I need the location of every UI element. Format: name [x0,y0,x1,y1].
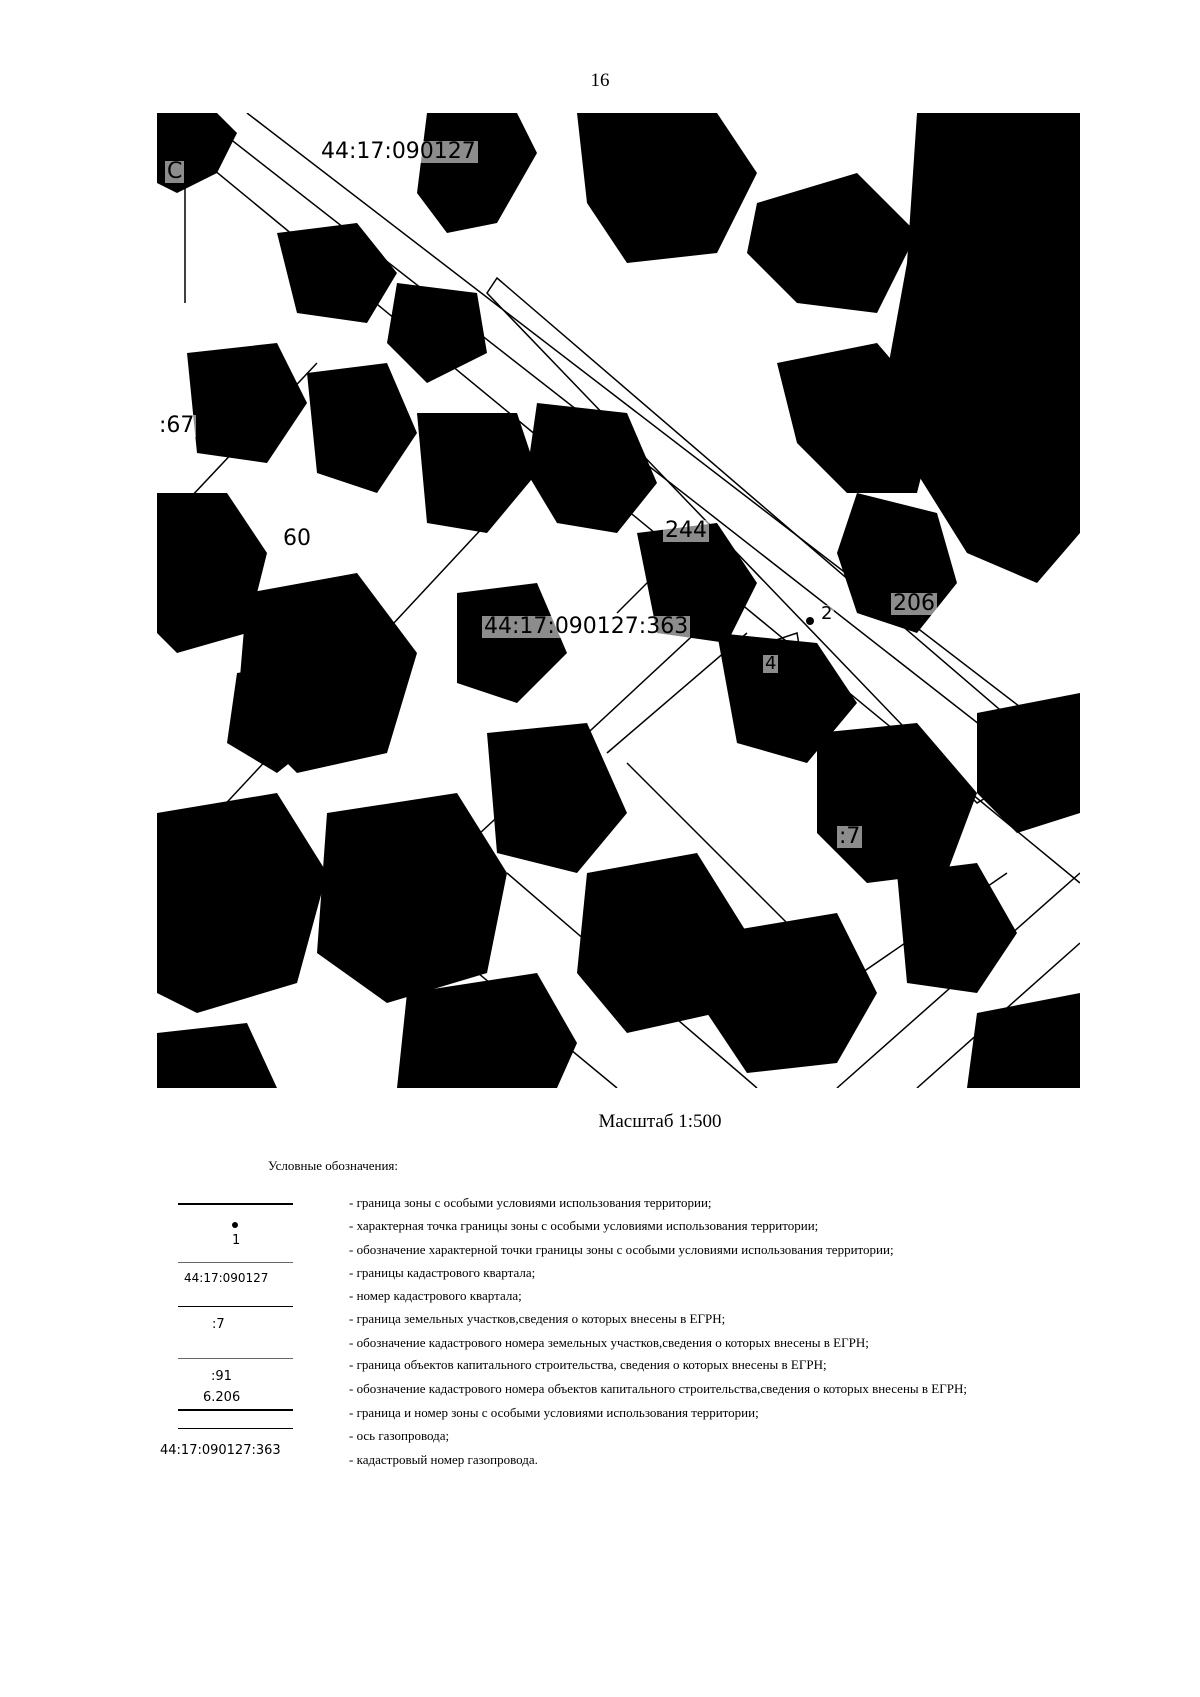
building-number-symbol: :91 [211,1369,232,1384]
zone-number-underline [178,1409,293,1411]
parcel-67-label: :67 [159,413,195,438]
quarter-boundary-symbol [178,1262,293,1263]
point-4-label: 4 [765,653,777,674]
legend-title: Условные обозначения: [268,1158,399,1173]
zone-206-label: 206 [893,591,935,616]
legend-item-gas-pipeline-axis: - ось газопровода; [349,1428,450,1443]
characteristic-point [806,617,814,625]
legend-item-building-boundary: - граница объектов капитального строительства, сведения о которых внесены в ЕГРН; [349,1357,827,1372]
point-number-symbol: 1 [232,1233,241,1248]
parcel-60-label: 60 [283,526,311,551]
legend-item-zone-boundary: - граница зоны с особыми условиями использования территории; [349,1195,712,1210]
legend-item-parcel-number: - обозначение кадастрового номера земельных участков,сведения о которых внесены в ЕГРН; [349,1335,869,1350]
quarter-number-symbol: 44:17:090127 [184,1271,269,1285]
map-graphics [157,113,1080,1088]
zone-number-symbol: 6.206 [203,1390,241,1405]
legend-item-point-number: - обозначение характерной точки границы зоны с особыми условиями использования территории; [349,1242,894,1257]
parcel-7-label: :7 [839,824,861,849]
point-symbol [232,1222,238,1228]
legend-item-building-number: - обозначение кадастрового номера объектов капитального строительства,сведения о которых внесены в ЕГРН; [349,1381,967,1396]
parcel-boundary-symbol [178,1306,293,1307]
legend-item-gas-pipeline-number: - кадастровый номер газопровода. [349,1452,538,1467]
legend-item-parcel-boundary: - граница земельных участков,сведения о которых внесены в ЕГРН; [349,1311,726,1326]
gas-pipeline-number-symbol: 44:17:090127:363 [160,1443,281,1458]
point-2-label: 2 [821,603,833,624]
corner-label: C [167,159,183,184]
legend-item-characteristic-point: - характерная точка границы зоны с особыми условиями использования территории; [349,1218,819,1233]
legend-item-quarter-boundary: - границы кадастрового квартала; [349,1265,536,1280]
parcel-number-symbol: :7 [212,1317,225,1332]
quarter-number-label: 44:17:090127 [321,139,476,164]
cadastral-map [157,113,1080,1088]
vegetation-blobs [157,113,1080,1088]
map-scale: Масштаб 1:500 [598,1111,722,1132]
legend-item-quarter-number: - номер кадастрового квартала; [349,1288,522,1303]
gas-pipeline-number-label: 44:17:090127:363 [484,614,689,639]
building-boundary-symbol [178,1358,293,1359]
zone-boundary-symbol [178,1203,293,1205]
legend-item-zone-number: - граница и номер зоны с особыми условиями использования территории; [349,1405,759,1420]
point-244-label: 244 [665,518,707,543]
page-number: 16 [590,70,610,91]
gas-pipeline-axis-symbol [178,1428,293,1429]
